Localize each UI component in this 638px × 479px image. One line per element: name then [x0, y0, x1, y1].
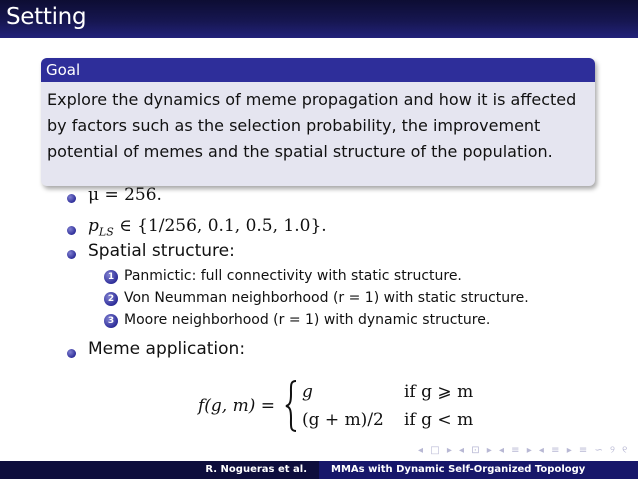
meme-formula [198, 380, 488, 436]
case-1-condition: if g ⩾ m [404, 382, 474, 402]
footer-title: MMAs with Dynamic Self-Organized Topology [319, 461, 638, 479]
title-bar [0, 0, 638, 38]
footer-author: R. Nogueras et al. [0, 461, 319, 479]
left-brace-icon [284, 380, 298, 432]
footer [0, 461, 638, 479]
case-2-condition: if g < m [404, 410, 474, 430]
pls-set: ∈ {1/256, 0.1, 0.5, 1.0}. [113, 216, 327, 236]
goal-block-heading: Goal [41, 58, 595, 82]
pls-item [88, 216, 327, 238]
case-1-expression: g [302, 382, 313, 402]
enum-1-icon: 1 [104, 270, 118, 284]
enum-2-icon: 2 [104, 292, 118, 306]
spatial-item-1: Panmictic: full connectivity with static structure. [124, 268, 462, 284]
enum-3-icon: 3 [104, 314, 118, 328]
bullet-icon [67, 194, 76, 203]
mu-item: μ = 256. [88, 185, 162, 205]
spatial-item-3: Moore neighborhood (r = 1) with dynamic structure. [124, 312, 491, 328]
navigation-symbols[interactable]: ◂ □ ▸ ◂ ⊡ ▸ ◂ ≡ ▸ ◂ ≡ ▸ ≡ ∽ ୨ ୧ [418, 445, 630, 456]
bullet-icon [67, 250, 76, 259]
pls-variable: p [88, 216, 99, 236]
pls-subscript: LS [98, 225, 114, 239]
spatial-structure-label: Spatial structure: [88, 241, 235, 261]
formula-lhs: f(g, m) = [198, 396, 276, 416]
case-2-expression: (g + m)/2 [302, 410, 384, 430]
goal-block-body: Explore the dynamics of meme propagation and how it is affected by factors such as the selection probability, the improvement potential of memes and the spatial structure of the population. [47, 90, 577, 161]
spatial-item-2: Von Neumman neighborhood (r = 1) with static structure. [124, 290, 529, 306]
meme-application-label: Meme application: [88, 339, 246, 359]
bullet-icon [67, 226, 76, 235]
goal-block [41, 58, 595, 186]
bullet-icon [67, 349, 76, 358]
slide-title: Setting [6, 4, 87, 30]
